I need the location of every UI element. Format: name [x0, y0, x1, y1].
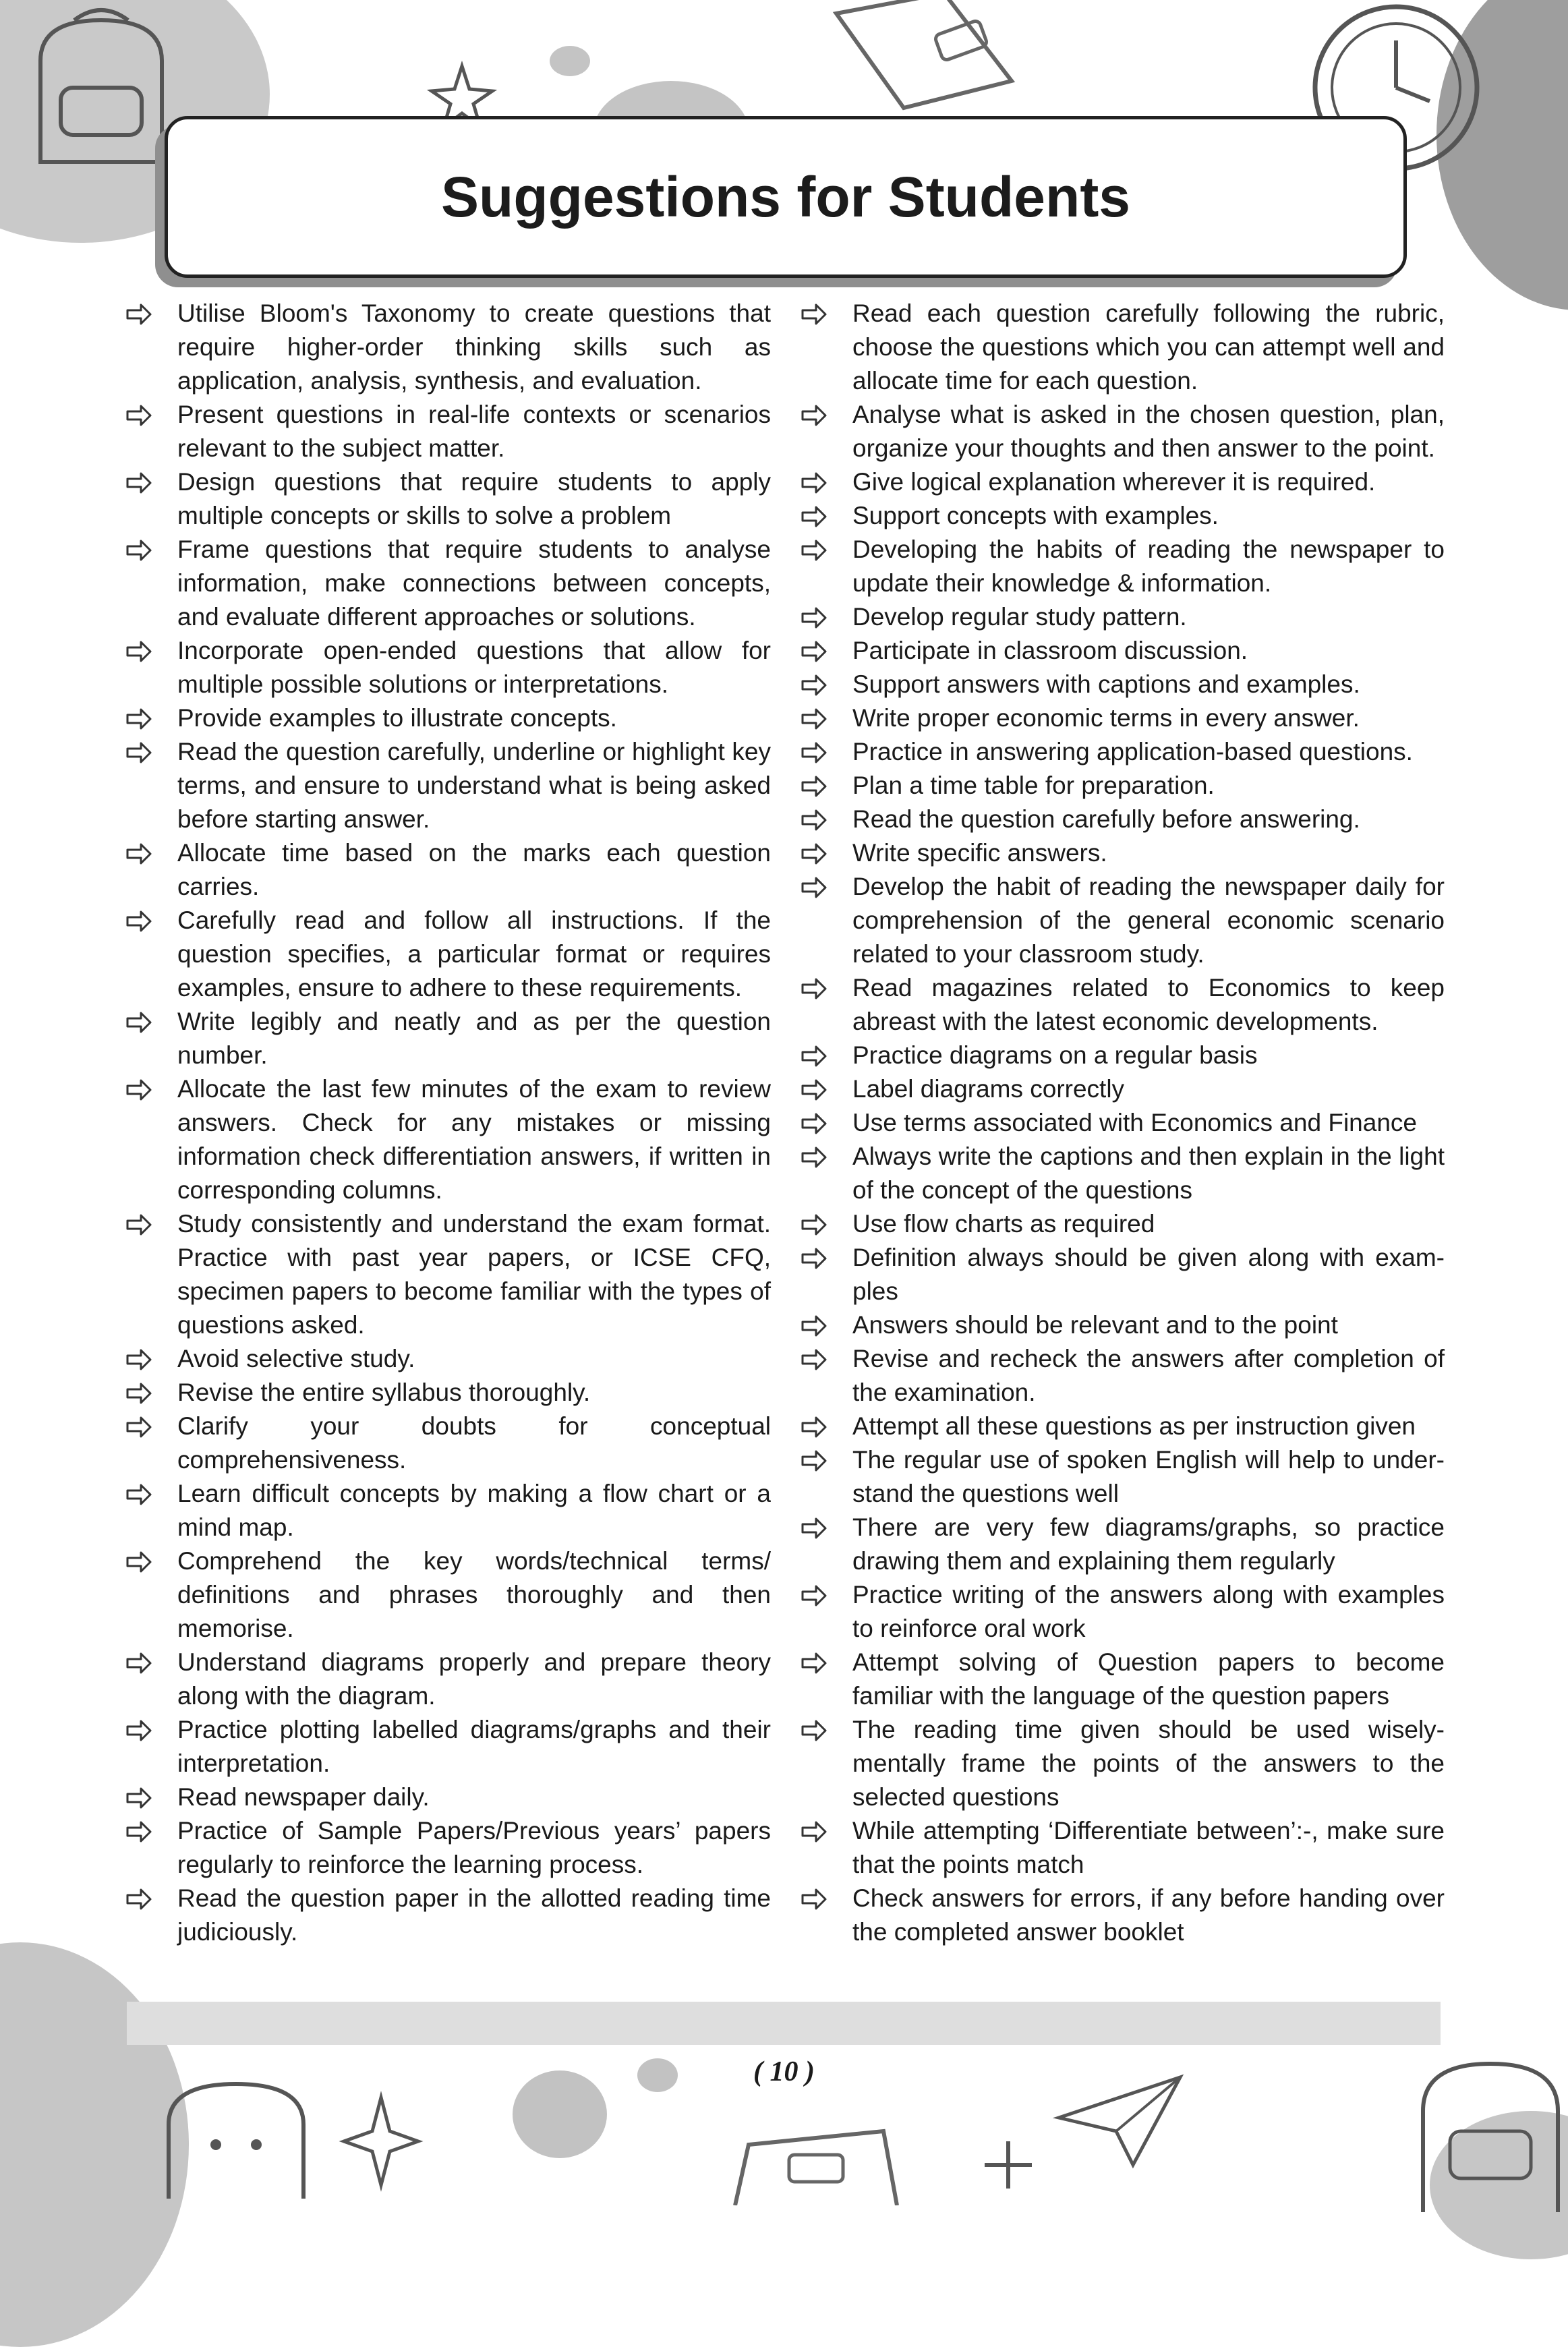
list-item-text: Clarify your doubts for conceptual comprehensiveness.	[177, 1412, 771, 1474]
list-item-text: Practice writing of the answers along with examples to reinforce oral work	[852, 1581, 1445, 1642]
right-arrow-outline-icon	[800, 1140, 830, 1174]
list-item	[800, 668, 1445, 701]
decor-dot-top	[550, 46, 590, 76]
list-item	[800, 533, 1445, 600]
list-item-text: Definition always should be given along with exam-ples	[852, 1244, 1445, 1305]
list-item-text: Plan a time table for preparation.	[852, 772, 1215, 799]
list-item	[125, 1882, 771, 1949]
list-item-text: Comprehend the key words/technical terms/ definitions and phrases thoroughly and then memorise.	[177, 1547, 771, 1642]
list-item-text: Always write the captions and then explain in the light of the concept of the questions	[852, 1142, 1445, 1204]
list-item	[800, 769, 1445, 803]
right-arrow-outline-icon	[125, 1005, 154, 1039]
right-arrow-outline-icon	[125, 1072, 154, 1106]
list-item-text: There are very few diagrams/graphs, so practice drawing them and explaining them regularly	[852, 1513, 1445, 1575]
list-item-text: Read each question carefully following the rubric, choose the questions which you can attempt well and allocate time for each question.	[852, 299, 1445, 395]
list-item-text: Read newspaper daily.	[177, 1783, 430, 1811]
right-arrow-outline-icon	[800, 465, 830, 499]
list-item	[800, 1578, 1445, 1646]
title-banner	[165, 116, 1407, 278]
list-item-text: While attempting ‘Differentiate between’:-, make sure that the points match	[852, 1817, 1445, 1878]
list-item-text: Attempt all these questions as per instruction given	[852, 1412, 1416, 1440]
list-item	[800, 1106, 1445, 1140]
list-item	[125, 1410, 771, 1477]
right-arrow-outline-icon	[125, 1814, 154, 1848]
list-item	[800, 1308, 1445, 1342]
list-item-text: Revise and recheck the answers after completion of the examination.	[852, 1345, 1445, 1406]
list-item-text: Read magazines related to Economics to keep abreast with the latest economic developments.	[852, 974, 1445, 1035]
list-item	[125, 904, 771, 1005]
list-item	[125, 1814, 771, 1882]
right-arrow-outline-icon	[800, 701, 830, 735]
list-item	[125, 1713, 771, 1780]
footer-bar	[127, 2002, 1441, 2045]
list-item-text: Attempt solving of Question papers to become familiar with the language of the question papers	[852, 1648, 1445, 1710]
list-item	[125, 1646, 771, 1713]
list-item	[125, 297, 771, 398]
list-item	[800, 1882, 1445, 1949]
list-item	[125, 1477, 771, 1544]
list-item	[800, 1511, 1445, 1578]
plus-icon	[981, 2138, 1035, 2192]
right-arrow-outline-icon	[800, 668, 830, 701]
list-item-text: Carefully read and follow all instructions. If the question specifies, a particular format or requires examples, ensure to adhere to these requirements.	[177, 906, 771, 1002]
list-item	[800, 971, 1445, 1039]
list-item	[800, 1410, 1445, 1443]
list-item	[125, 1072, 771, 1207]
right-arrow-outline-icon	[125, 735, 154, 769]
right-arrow-outline-icon	[125, 297, 154, 330]
right-arrow-outline-icon	[125, 1342, 154, 1376]
right-arrow-outline-icon	[125, 1477, 154, 1511]
right-arrow-outline-icon	[800, 1578, 830, 1612]
list-item-text: Read the question paper in the allotted reading time judiciously.	[177, 1884, 771, 1946]
list-item-text: Support concepts with examples.	[852, 502, 1219, 529]
right-arrow-outline-icon	[125, 836, 154, 870]
list-item	[800, 398, 1445, 465]
list-item	[800, 634, 1445, 668]
list-item	[125, 1780, 771, 1814]
page-number: ( 10 )	[753, 2056, 815, 2087]
right-arrow-outline-icon	[800, 1308, 830, 1342]
list-item	[125, 836, 771, 904]
list-item	[125, 735, 771, 836]
list-item	[800, 803, 1445, 836]
right-arrow-outline-icon	[800, 836, 830, 870]
list-item-text: Utilise Bloom's Taxonomy to create questions that require higher-order thinking skills such as application, analysis, synthesis, and evaluation.	[177, 299, 771, 395]
list-item	[800, 1241, 1445, 1308]
list-item-text: Practice diagrams on a regular basis	[852, 1041, 1258, 1069]
right-arrow-outline-icon	[800, 600, 830, 634]
list-item-text: The regular use of spoken English will help to under-stand the questions well	[852, 1446, 1445, 1507]
list-item-text: Frame questions that require students to analyse information, make connections between concepts, and evaluate different approaches or solutions.	[177, 535, 771, 631]
right-arrow-outline-icon	[800, 803, 830, 836]
list-item-text: Participate in classroom discussion.	[852, 637, 1248, 664]
list-item	[125, 1376, 771, 1410]
star-icon	[337, 2091, 425, 2192]
list-item	[125, 1207, 771, 1342]
list-item	[800, 600, 1445, 634]
list-item	[800, 1814, 1445, 1882]
list-item	[125, 701, 771, 735]
list-item-text: Revise the entire syllabus thoroughly.	[177, 1379, 591, 1406]
right-arrow-outline-icon	[800, 398, 830, 432]
list-item	[800, 735, 1445, 769]
list-item	[125, 1342, 771, 1376]
right-arrow-outline-icon	[125, 1207, 154, 1241]
list-item	[125, 398, 771, 465]
right-arrow-outline-icon	[800, 769, 830, 803]
book-icon-bottom	[728, 2118, 904, 2205]
list-item-text: Check answers for errors, if any before handing over the completed answer booklet	[852, 1884, 1445, 1946]
right-arrow-outline-icon	[800, 499, 830, 533]
right-arrow-outline-icon	[800, 1342, 830, 1376]
list-item	[800, 499, 1445, 533]
list-item	[125, 465, 771, 533]
list-item	[800, 1443, 1445, 1511]
list-item	[800, 1207, 1445, 1241]
right-arrow-outline-icon	[800, 1713, 830, 1747]
right-arrow-outline-icon	[125, 904, 154, 937]
right-arrow-outline-icon	[125, 398, 154, 432]
right-arrow-outline-icon	[125, 1646, 154, 1679]
right-arrow-outline-icon	[125, 533, 154, 567]
list-item-text: Practice in answering application-based questions.	[852, 738, 1413, 765]
list-item-text: Provide examples to illustrate concepts.	[177, 704, 617, 732]
right-arrow-outline-icon	[800, 533, 830, 567]
right-arrow-outline-icon	[125, 1882, 154, 1915]
right-arrow-outline-icon	[800, 634, 830, 668]
right-arrow-outline-icon	[800, 1106, 830, 1140]
right-arrow-outline-icon	[800, 1072, 830, 1106]
right-arrow-outline-icon	[125, 1410, 154, 1443]
right-arrow-outline-icon	[800, 870, 830, 904]
right-arrow-outline-icon	[125, 701, 154, 735]
list-item-text: Learn difficult concepts by making a flow chart or a mind map.	[177, 1480, 771, 1541]
list-item-text: Analyse what is asked in the chosen question, plan, organize your thoughts and then answer to the point.	[852, 401, 1445, 462]
right-arrow-outline-icon	[800, 297, 830, 330]
right-arrow-outline-icon	[800, 1039, 830, 1072]
book-icon	[823, 0, 1025, 121]
list-item-text: Incorporate open-ended questions that allow for multiple possible solutions or interpretations.	[177, 637, 771, 698]
right-arrow-outline-icon	[125, 1713, 154, 1747]
bag-icon-bottom-left	[142, 2070, 330, 2205]
backpack-icon	[13, 7, 189, 182]
list-item	[800, 1072, 1445, 1106]
right-arrow-outline-icon	[800, 1241, 830, 1275]
list-item-text: Write legibly and neatly and as per the question number.	[177, 1008, 771, 1069]
list-item	[800, 1140, 1445, 1207]
list-item-text: Answers should be relevant and to the point	[852, 1311, 1338, 1339]
right-suggestion-list	[800, 297, 1445, 1949]
list-item	[800, 1039, 1445, 1072]
list-item-text: Give logical explanation wherever it is required.	[852, 468, 1376, 496]
list-item-text: Write specific answers.	[852, 839, 1107, 867]
list-item-text: Developing the habits of reading the newspaper to update their knowledge & information.	[852, 535, 1445, 597]
list-item	[800, 297, 1445, 398]
left-suggestion-list	[125, 297, 771, 1949]
list-item	[125, 533, 771, 634]
right-arrow-outline-icon	[800, 1443, 830, 1477]
list-item-text: Present questions in real-life contexts or scenarios relevant to the subject matter.	[177, 401, 771, 462]
list-item	[125, 634, 771, 701]
right-arrow-outline-icon	[125, 1780, 154, 1814]
list-item-text: Write proper economic terms in every answer.	[852, 704, 1360, 732]
list-item	[800, 1713, 1445, 1814]
right-arrow-outline-icon	[125, 465, 154, 499]
list-item-text: Practice plotting labelled diagrams/graphs and their interpretation.	[177, 1716, 771, 1777]
list-item-text: Read the question carefully before answering.	[852, 805, 1360, 833]
list-item-text: Practice of Sample Papers/Previous years’ papers regularly to reinforce the learning process.	[177, 1817, 771, 1878]
list-item-text: Develop regular study pattern.	[852, 603, 1187, 631]
list-item-text: Use flow charts as required	[852, 1210, 1155, 1238]
right-arrow-outline-icon	[800, 1410, 830, 1443]
list-item-text: Support answers with captions and examples.	[852, 670, 1360, 698]
list-item	[800, 870, 1445, 971]
right-arrow-outline-icon	[800, 1511, 830, 1544]
right-arrow-outline-icon	[800, 1646, 830, 1679]
list-item	[800, 701, 1445, 735]
right-arrow-outline-icon	[125, 1376, 154, 1410]
list-item-text: Read the question carefully, underline or highlight key terms, and ensure to understand what is being asked before starting answer.	[177, 738, 771, 833]
list-item-text: Allocate the last few minutes of the exam to review answers. Check for any mistakes or missing information check differentiation answers, if written in corresponding columns.	[177, 1075, 771, 1204]
list-item	[125, 1005, 771, 1072]
list-item-text: Study consistently and understand the exam format. Practice with past year papers, or ICSE CFQ, specimen papers to become familiar with the types of questions asked.	[177, 1210, 771, 1339]
right-arrow-outline-icon	[800, 1814, 830, 1848]
list-item-text: Avoid selective study.	[177, 1345, 415, 1372]
right-arrow-outline-icon	[800, 971, 830, 1005]
list-item	[800, 836, 1445, 870]
list-item-text: Develop the habit of reading the newspaper daily for comprehension of the general economic scenario related to your classroom study.	[852, 873, 1445, 968]
list-item-text: Use terms associated with Economics and Finance	[852, 1109, 1417, 1136]
list-item-text: Allocate time based on the marks each question carries.	[177, 839, 771, 900]
right-arrow-outline-icon	[800, 735, 830, 769]
page-title: Suggestions for Students	[440, 165, 1131, 229]
right-arrow-outline-icon	[125, 634, 154, 668]
list-item-text: Design questions that require students to apply multiple concepts or skills to solve a problem	[177, 468, 771, 529]
right-arrow-outline-icon	[800, 1882, 830, 1915]
list-item	[800, 1342, 1445, 1410]
right-arrow-outline-icon	[800, 1207, 830, 1241]
list-item	[800, 465, 1445, 499]
list-item-text: Label diagrams correctly	[852, 1075, 1125, 1103]
list-item	[800, 1646, 1445, 1713]
list-item	[125, 1544, 771, 1646]
right-arrow-outline-icon	[125, 1544, 154, 1578]
list-item-text: The reading time given should be used wisely-mentally frame the points of the answers to the selected questions	[852, 1716, 1445, 1811]
list-item-text: Understand diagrams properly and prepare theory along with the diagram.	[177, 1648, 771, 1710]
